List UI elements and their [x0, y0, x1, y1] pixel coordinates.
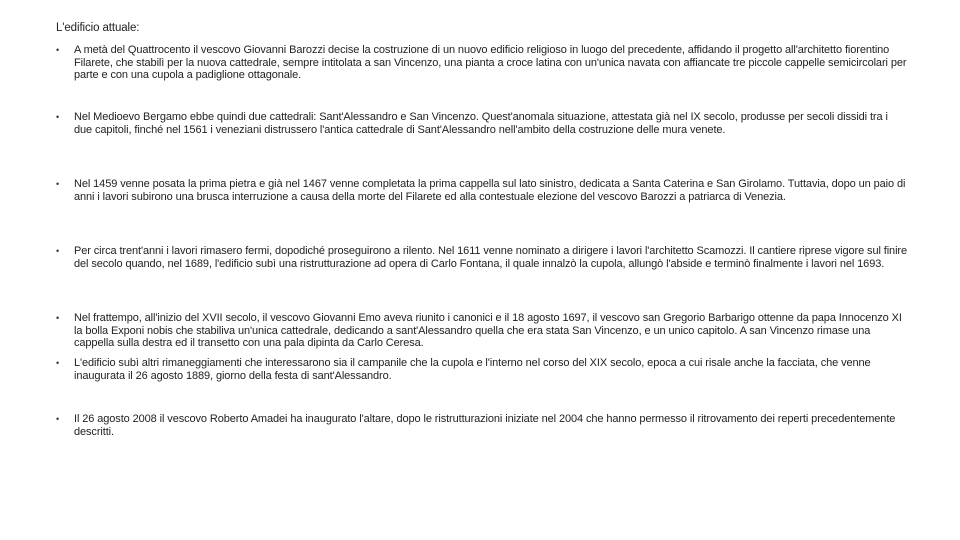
- bullet-marker: •: [56, 45, 60, 55]
- bullet-text: Per circa trent'anni i lavori rimasero fermi, dopodiché proseguirono a rilento. Nel 1611 venne nominato a dirigere i lavori l'architetto Scamozzi. Il cantiere riprese vigore sul finire del secolo quando, nel 1689, l'edificio subì una ristrutturazione ad opera di Carlo Fontana, il quale innalzò la cupola, allungò l'abside e terminò finalmente i lavori nel 1693.: [74, 245, 908, 270]
- bullet-text: Nel frattempo, all'inizio del XVII secolo, il vescovo Giovanni Emo aveva riunito i canonici e il 18 agosto 1697, il vescovo san Gregorio Barbarigo ottenne da papa Innocenzo XI la bolla Exponi nobis che stabiliva un'unica cattedrale, dedicando a sant'Alessandro quella che era stata San Vincenzo, e un unico capitolo. A san Vincenzo rimase una cappella sulla destra ed il transetto con una pala dipinta da Carlo Ceresa.: [74, 312, 902, 349]
- bullet-marker: •: [56, 246, 60, 256]
- bullet-marker: •: [56, 414, 60, 424]
- bullet-item-3: [56, 178, 908, 203]
- bullet-text: L'edificio subì altri rimaneggiamenti che interessarono sia il campanile che la cupola e l'interno nel corso del XIX secolo, epoca a cui risale anche la facciata, che venne inaugurata il 26 agosto 1889, giorno della festa di sant'Alessandro.: [74, 357, 871, 382]
- bullet-marker: •: [56, 313, 60, 323]
- bullet-text: A metà del Quattrocento il vescovo Giovanni Barozzi decise la costruzione di un nuovo edificio religioso in luogo del precedente, affidando il progetto all'architetto fiorentino Filarete, che stabilì per la nuova cattedrale, sempre intitolata a san Vincenzo, una pianta a croce latina con un'unica navata con affiancate tre piccole cappelle semicircolari per parte e con una cupola a padiglione ottagonale.: [74, 44, 907, 81]
- section-heading: L'edificio attuale:: [56, 22, 140, 34]
- bullet-item-5: [56, 312, 908, 350]
- bullet-text: Il 26 agosto 2008 il vescovo Roberto Amadei ha inaugurato l'altare, dopo le ristrutturazioni iniziate nel 2004 che hanno permesso il ritrovamento dei reperti precedentemente descritti.: [74, 413, 896, 438]
- bullet-item-4: [56, 245, 908, 270]
- bullet-marker: •: [56, 112, 60, 122]
- bullet-item-7: [56, 413, 908, 438]
- bullet-marker: •: [56, 179, 60, 189]
- bullet-item-2: [56, 111, 908, 136]
- bullet-item-1: [56, 44, 908, 82]
- bullet-marker: •: [56, 358, 60, 368]
- bullet-text: Nel Medioevo Bergamo ebbe quindi due cattedrali: Sant'Alessandro e San Vincenzo. Quest'anomala situazione, attestata già nel IX secolo, produsse per secoli dissidi tra i due capitoli, finché nel 1561 i veneziani distrussero l'antica cattedrale di Sant'Alessandro nell'ambito della costruzione delle mura venete.: [74, 111, 888, 136]
- bullet-text: Nel 1459 venne posata la prima pietra e già nel 1467 venne completata la prima cappella sul lato sinistro, dedicata a Santa Caterina e San Girolamo. Tuttavia, dopo un paio di anni i lavori subirono una brusca interruzione a causa della morte del Filarete ed alla contestuale elezione del vescovo Barozzi a patriarca di Venezia.: [74, 178, 906, 203]
- bullet-item-6: [56, 357, 908, 382]
